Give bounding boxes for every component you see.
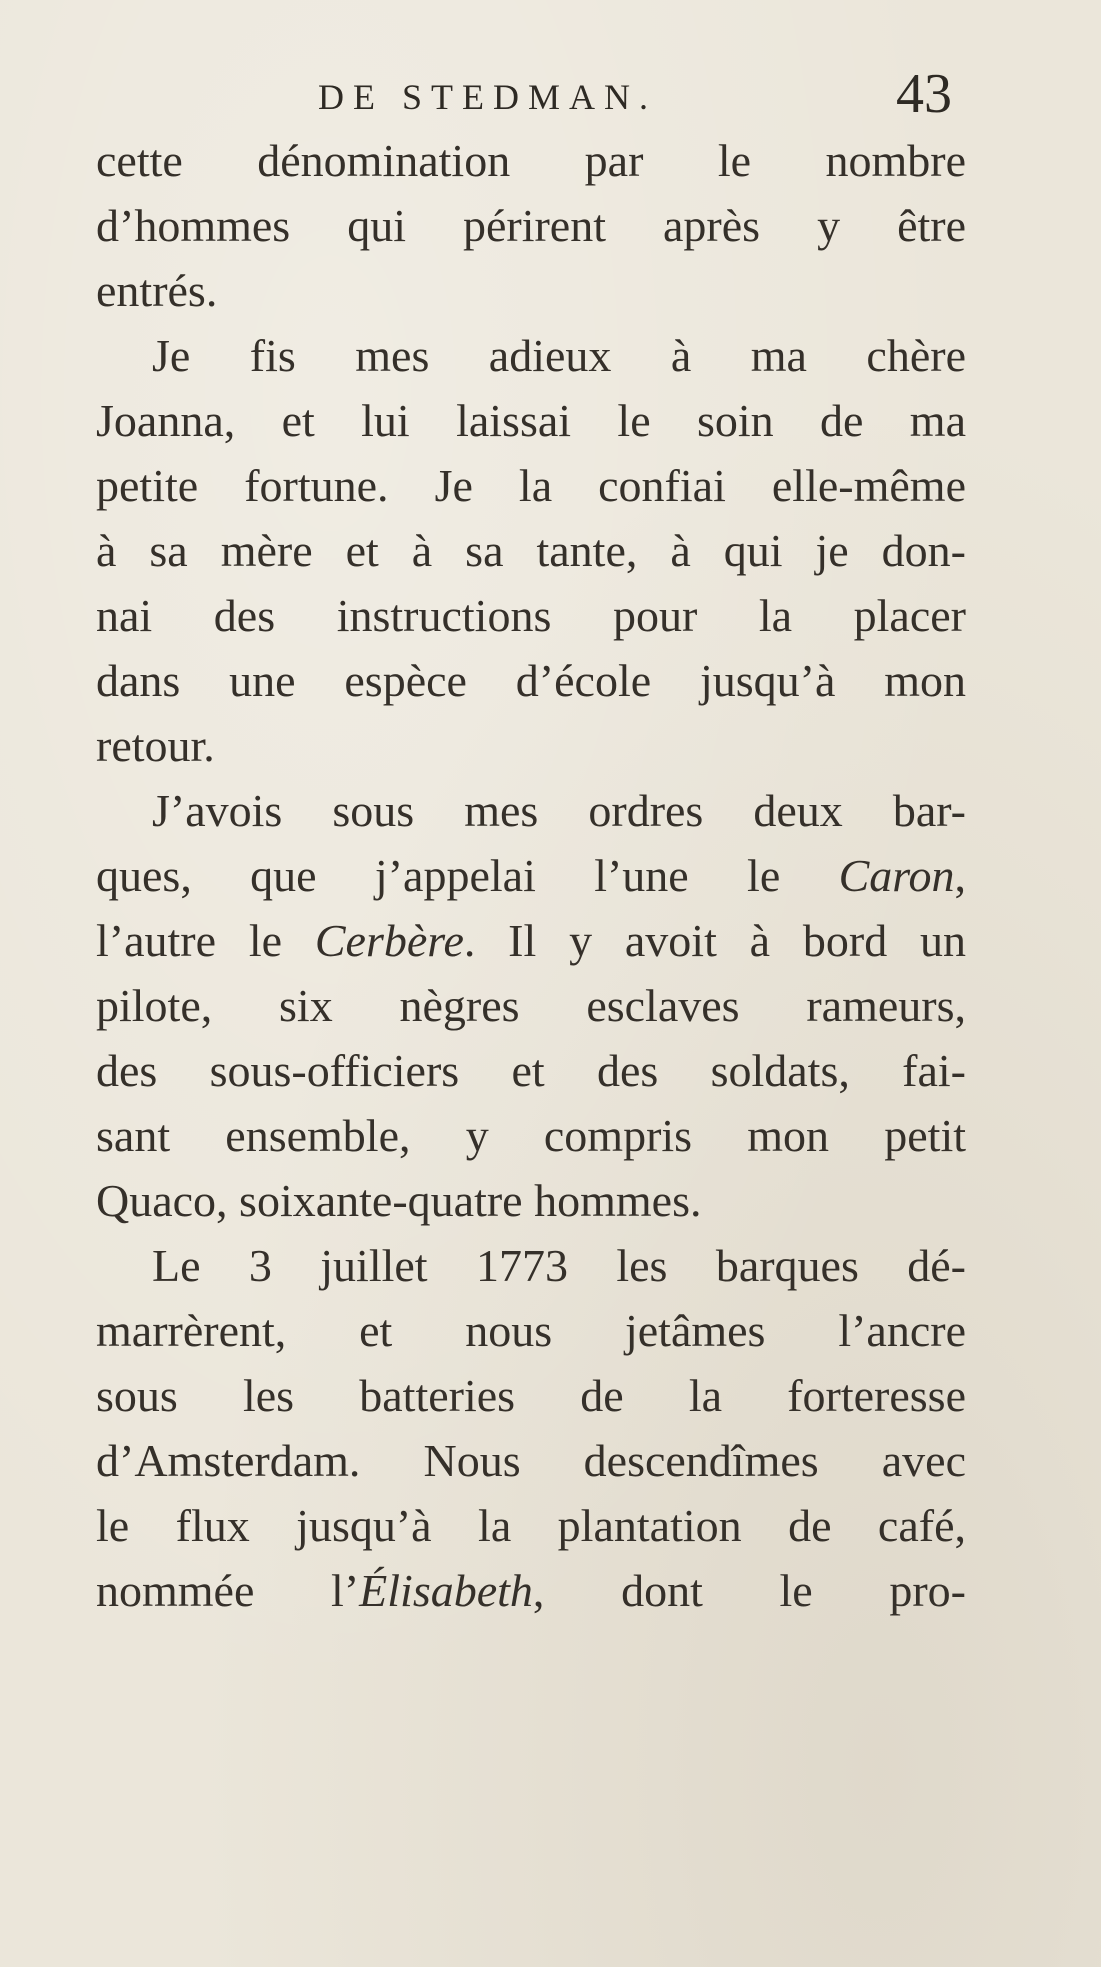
- text-line: Quaco, soixante-quatre hommes.: [96, 1175, 702, 1226]
- text-line: à sa mère et à sa tante, à qui je don-: [96, 525, 966, 576]
- text-line: Joanna, et lui laissai le soin de ma: [96, 395, 966, 446]
- text-line: nai des instructions pour la placer: [96, 590, 966, 641]
- body-text: [96, 128, 966, 1623]
- text-run: ques, que j’appelai l’une le: [96, 850, 839, 901]
- text-line: pilote, six nègres esclaves rameurs,: [96, 980, 966, 1031]
- text-line: d’Amsterdam. Nous descendîmes avec: [96, 1435, 966, 1486]
- text-line: le flux jusqu’à la plantation de café,: [96, 1500, 966, 1551]
- italic-name-caron: Caron: [838, 850, 955, 901]
- text-line: entrés.: [96, 265, 218, 316]
- text-line: d’hommes qui périrent après y être: [96, 200, 966, 251]
- running-head: [0, 62, 1101, 132]
- text-line-with-italic: [96, 908, 966, 973]
- italic-name-cerbere: Cerbère: [314, 915, 464, 966]
- page-number: 43: [896, 63, 952, 125]
- running-title: DE STEDMAN.: [318, 77, 657, 117]
- text-line-with-italic: [96, 1558, 966, 1623]
- text-run: l’autre le: [96, 915, 315, 966]
- text-run: ,: [954, 850, 966, 901]
- text-line: marrèrent, et nous jetâmes l’ancre: [96, 1305, 966, 1356]
- text-line: retour.: [96, 720, 215, 771]
- text-line: cette dénomination par le nombre: [96, 135, 966, 186]
- text-line: sous les batteries de la forteresse: [96, 1370, 966, 1421]
- text-run: nommée l’: [96, 1565, 360, 1616]
- text-line: des sous-officiers et des soldats, fai-: [96, 1045, 966, 1096]
- text-line: petite fortune. Je la confiai elle-même: [96, 460, 966, 511]
- text-line: Je fis mes adieux à ma chère: [152, 330, 966, 381]
- text-run: . Il y avoit à bord un: [463, 915, 967, 966]
- text-line: dans une espèce d’école jusqu’à mon: [96, 655, 966, 706]
- text-run: , dont le pro-: [532, 1565, 966, 1616]
- text-line: sant ensemble, y compris mon petit: [96, 1110, 966, 1161]
- text-line-with-italic: [96, 843, 966, 908]
- text-line: Le 3 juillet 1773 les barques dé-: [152, 1240, 966, 1291]
- text-line: J’avois sous mes ordres deux bar-: [152, 785, 966, 836]
- italic-name-elisabeth: Élisabeth: [359, 1565, 533, 1616]
